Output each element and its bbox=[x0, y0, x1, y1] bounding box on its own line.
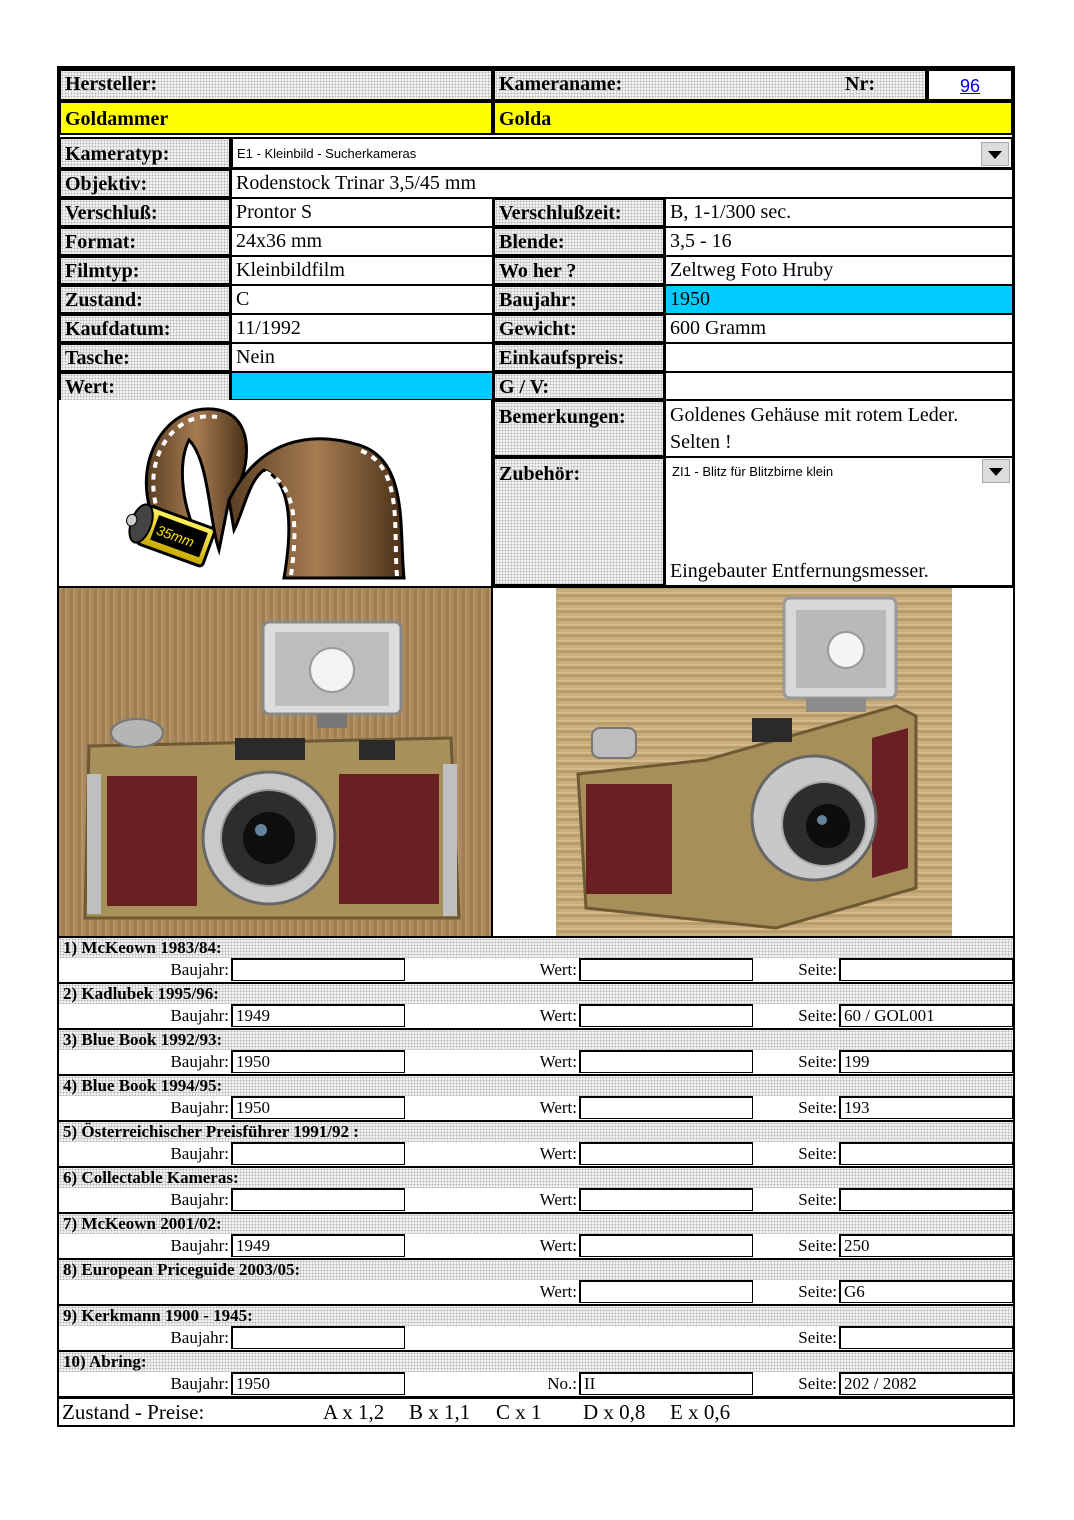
zubehoer-dropdown-value: ZI1 - Blitz für Blitzbirne klein bbox=[672, 464, 834, 479]
verschlusszeit-label: Verschlußzeit: bbox=[493, 198, 665, 227]
reference-baujahr-label: Baujahr: bbox=[170, 960, 229, 979]
reference-wert-value: II bbox=[579, 1372, 753, 1395]
reference-row bbox=[59, 1166, 1013, 1212]
reference-seite-value bbox=[839, 1142, 1013, 1165]
format-value: 24x36 mm bbox=[231, 227, 493, 256]
reference-title: 6) Collectable Kameras: bbox=[59, 1166, 1013, 1188]
einkaufspreis-label: Einkaufspreis: bbox=[493, 343, 665, 372]
reference-values bbox=[59, 1234, 1013, 1258]
filmtyp-label: Filmtyp: bbox=[59, 256, 231, 285]
reference-title: 3) Blue Book 1992/93: bbox=[59, 1028, 1013, 1050]
objektiv-value: Rodenstock Trinar 3,5/45 mm bbox=[231, 169, 1013, 198]
reference-seite-value: 202 / 2082 bbox=[839, 1372, 1013, 1395]
zubehoer-note: Eingebauter Entfernungsmesser. bbox=[670, 560, 929, 582]
footer-b: B x 1,1 bbox=[409, 1400, 471, 1424]
bemerkungen-value bbox=[665, 400, 1013, 457]
film-roll-logo bbox=[59, 400, 493, 586]
reference-wert-value bbox=[579, 1234, 753, 1257]
reference-baujahr-label: Baujahr: bbox=[170, 1374, 229, 1393]
zustand-preise-footer bbox=[59, 1396, 1013, 1425]
reference-seite-value: 193 bbox=[839, 1096, 1013, 1119]
zubehoer-label: Zubehör: bbox=[493, 457, 665, 586]
format-label: Format: bbox=[59, 227, 231, 256]
reference-baujahr-value: 1950 bbox=[231, 1096, 405, 1119]
reference-seite-value bbox=[839, 1326, 1013, 1349]
footer-label: Zustand - Preise: bbox=[62, 1400, 205, 1424]
camera-photo-front bbox=[59, 588, 491, 936]
reference-title: 4) Blue Book 1994/95: bbox=[59, 1074, 1013, 1096]
kameraname-label bbox=[493, 69, 927, 101]
reference-wert-label: Wert: bbox=[539, 1236, 577, 1255]
chevron-down-icon[interactable] bbox=[982, 459, 1010, 483]
reference-title: 10) Abring: bbox=[59, 1350, 1013, 1372]
reference-seite-label: Seite: bbox=[798, 1374, 837, 1393]
camera-photo-angle bbox=[556, 588, 952, 936]
footer-a: A x 1,2 bbox=[323, 1400, 385, 1424]
gewicht-value: 600 Gramm bbox=[665, 314, 1013, 343]
reference-title: 2) Kadlubek 1995/96: bbox=[59, 982, 1013, 1004]
reference-values bbox=[59, 1050, 1013, 1074]
reference-seite-label: Seite: bbox=[798, 960, 837, 979]
wert-label: Wert: bbox=[59, 372, 231, 400]
baujahr-value: 1950 bbox=[665, 285, 1013, 314]
reference-seite-value: 60 / GOL001 bbox=[839, 1004, 1013, 1027]
chevron-down-icon[interactable] bbox=[981, 142, 1009, 166]
reference-baujahr-value: 1950 bbox=[231, 1050, 405, 1073]
bemerkungen-line2: Selten ! bbox=[670, 431, 732, 453]
reference-title: 5) Österreichischer Preisführer 1991/92 : bbox=[59, 1120, 1013, 1142]
reference-wert-label: Wert: bbox=[539, 1006, 577, 1025]
reference-title: 1) McKeown 1983/84: bbox=[59, 936, 1013, 958]
hersteller-label: Hersteller: bbox=[59, 69, 493, 101]
tasche-label: Tasche: bbox=[59, 343, 231, 372]
reference-wert-value bbox=[579, 1188, 753, 1211]
camera-photo-angle-cell bbox=[493, 588, 1013, 936]
reference-baujahr-label: Baujahr: bbox=[170, 1190, 229, 1209]
reference-baujahr-value bbox=[231, 1188, 405, 1211]
footer-d: D x 0,8 bbox=[583, 1400, 646, 1424]
reference-values bbox=[59, 1004, 1013, 1028]
reference-seite-label: Seite: bbox=[798, 1282, 837, 1301]
zubehoer-field bbox=[665, 457, 1013, 586]
woher-value: Zeltweg Foto Hruby bbox=[665, 256, 1013, 285]
bemerkungen-line1: Goldenes Gehäuse mit rotem Leder. bbox=[670, 404, 959, 426]
reference-wert-label: Wert: bbox=[539, 1052, 577, 1071]
kaufdatum-value: 11/1992 bbox=[231, 314, 493, 343]
camera-photo-angle-svg bbox=[556, 588, 952, 936]
reference-seite-value bbox=[839, 958, 1013, 981]
footer-c: C x 1 bbox=[496, 1400, 542, 1424]
reference-seite-label: Seite: bbox=[798, 1190, 837, 1209]
reference-title: 7) McKeown 2001/02: bbox=[59, 1212, 1013, 1234]
reference-row bbox=[59, 1212, 1013, 1258]
reference-values bbox=[59, 1326, 1013, 1350]
reference-seite-value: 199 bbox=[839, 1050, 1013, 1073]
reference-values bbox=[59, 1142, 1013, 1166]
reference-baujahr-value: 1949 bbox=[231, 1234, 405, 1257]
blende-label: Blende: bbox=[493, 227, 665, 256]
zubehoer-dropdown[interactable] bbox=[666, 458, 1012, 486]
blende-value: 3,5 - 16 bbox=[665, 227, 1013, 256]
reference-baujahr-label: Baujahr: bbox=[170, 1144, 229, 1163]
kameratyp-dropdown[interactable] bbox=[231, 137, 1013, 169]
gv-value bbox=[665, 372, 1013, 400]
baujahr-label: Baujahr: bbox=[493, 285, 665, 314]
reference-title: 9) Kerkmann 1900 - 1945: bbox=[59, 1304, 1013, 1326]
reference-wert-label: Wert: bbox=[539, 1144, 577, 1163]
canister-label: 35mm bbox=[154, 521, 197, 551]
reference-wert-value bbox=[579, 1142, 753, 1165]
gewicht-label: Gewicht: bbox=[493, 314, 665, 343]
gv-label: G / V: bbox=[493, 372, 665, 400]
reference-wert-value bbox=[579, 1096, 753, 1119]
reference-baujahr-label: Baujahr: bbox=[170, 1236, 229, 1255]
einkaufspreis-value bbox=[665, 343, 1013, 372]
reference-wert-value bbox=[579, 1280, 753, 1303]
reference-baujahr-value: 1950 bbox=[231, 1372, 405, 1395]
reference-values bbox=[59, 1188, 1013, 1212]
footer-e: E x 0,6 bbox=[670, 1400, 731, 1424]
kameraname-value: Golda bbox=[493, 101, 1013, 135]
reference-title: 8) European Priceguide 2003/05: bbox=[59, 1258, 1013, 1280]
wert-value bbox=[231, 372, 493, 400]
hersteller-value: Goldammer bbox=[59, 101, 493, 135]
reference-baujahr-label: Baujahr: bbox=[170, 1052, 229, 1071]
film-logo-area bbox=[59, 400, 493, 586]
reference-wert-label: Wert: bbox=[539, 1282, 577, 1301]
reference-wert-label: No.: bbox=[547, 1374, 577, 1393]
reference-row bbox=[59, 1350, 1013, 1396]
reference-values bbox=[59, 1372, 1013, 1396]
reference-row bbox=[59, 982, 1013, 1028]
reference-wert-label: Wert: bbox=[539, 1098, 577, 1117]
reference-seite-label: Seite: bbox=[798, 1098, 837, 1117]
verschluss-value: Prontor S bbox=[231, 198, 493, 227]
reference-seite-value: 250 bbox=[839, 1234, 1013, 1257]
reference-row bbox=[59, 1028, 1013, 1074]
bemerkungen-label: Bemerkungen: bbox=[493, 400, 665, 457]
reference-row bbox=[59, 1304, 1013, 1350]
reference-values bbox=[59, 1096, 1013, 1120]
reference-row bbox=[59, 936, 1013, 982]
camera-photo-front-svg bbox=[59, 588, 491, 936]
kameratyp-label: Kameratyp: bbox=[59, 137, 231, 169]
reference-seite-value: G6 bbox=[839, 1280, 1013, 1303]
kameraname-label-text: Kameraname: bbox=[499, 73, 623, 95]
reference-row bbox=[59, 1120, 1013, 1166]
reference-baujahr-value bbox=[231, 958, 405, 981]
zustand-value: C bbox=[231, 285, 493, 314]
filmtyp-value: Kleinbildfilm bbox=[231, 256, 493, 285]
reference-row bbox=[59, 1258, 1013, 1304]
zustand-label: Zustand: bbox=[59, 285, 231, 314]
nr-link[interactable]: 96 bbox=[959, 76, 981, 96]
reference-baujahr-label: Baujahr: bbox=[170, 1098, 229, 1117]
reference-baujahr-value bbox=[231, 1326, 405, 1349]
reference-values bbox=[59, 958, 1013, 982]
reference-seite-label: Seite: bbox=[798, 1052, 837, 1071]
reference-seite-label: Seite: bbox=[798, 1328, 837, 1347]
reference-values bbox=[59, 1280, 1013, 1304]
reference-seite-label: Seite: bbox=[798, 1144, 837, 1163]
tasche-value: Nein bbox=[231, 343, 493, 372]
reference-wert-value bbox=[579, 1004, 753, 1027]
reference-list bbox=[59, 936, 1013, 1396]
reference-seite-label: Seite: bbox=[798, 1006, 837, 1025]
verschluss-label: Verschluß: bbox=[59, 198, 231, 227]
objektiv-label: Objektiv: bbox=[59, 169, 231, 198]
reference-baujahr-value bbox=[231, 1142, 405, 1165]
reference-baujahr-label: Baujahr: bbox=[170, 1328, 229, 1347]
nr-label: Nr: bbox=[845, 73, 875, 95]
reference-baujahr-label: Baujahr: bbox=[170, 1006, 229, 1025]
reference-wert-value bbox=[579, 958, 753, 981]
kameratyp-value: E1 - Kleinbild - Sucherkameras bbox=[237, 146, 417, 161]
reference-wert-label: Wert: bbox=[539, 1190, 577, 1209]
woher-label: Wo her ? bbox=[493, 256, 665, 285]
reference-row bbox=[59, 1074, 1013, 1120]
reference-wert-label: Wert: bbox=[539, 960, 577, 979]
reference-seite-value bbox=[839, 1188, 1013, 1211]
verschlusszeit-value: B, 1-1/300 sec. bbox=[665, 198, 1013, 227]
kaufdatum-label: Kaufdatum: bbox=[59, 314, 231, 343]
reference-baujahr-value: 1949 bbox=[231, 1004, 405, 1027]
reference-seite-label: Seite: bbox=[798, 1236, 837, 1255]
reference-wert-value bbox=[579, 1050, 753, 1073]
